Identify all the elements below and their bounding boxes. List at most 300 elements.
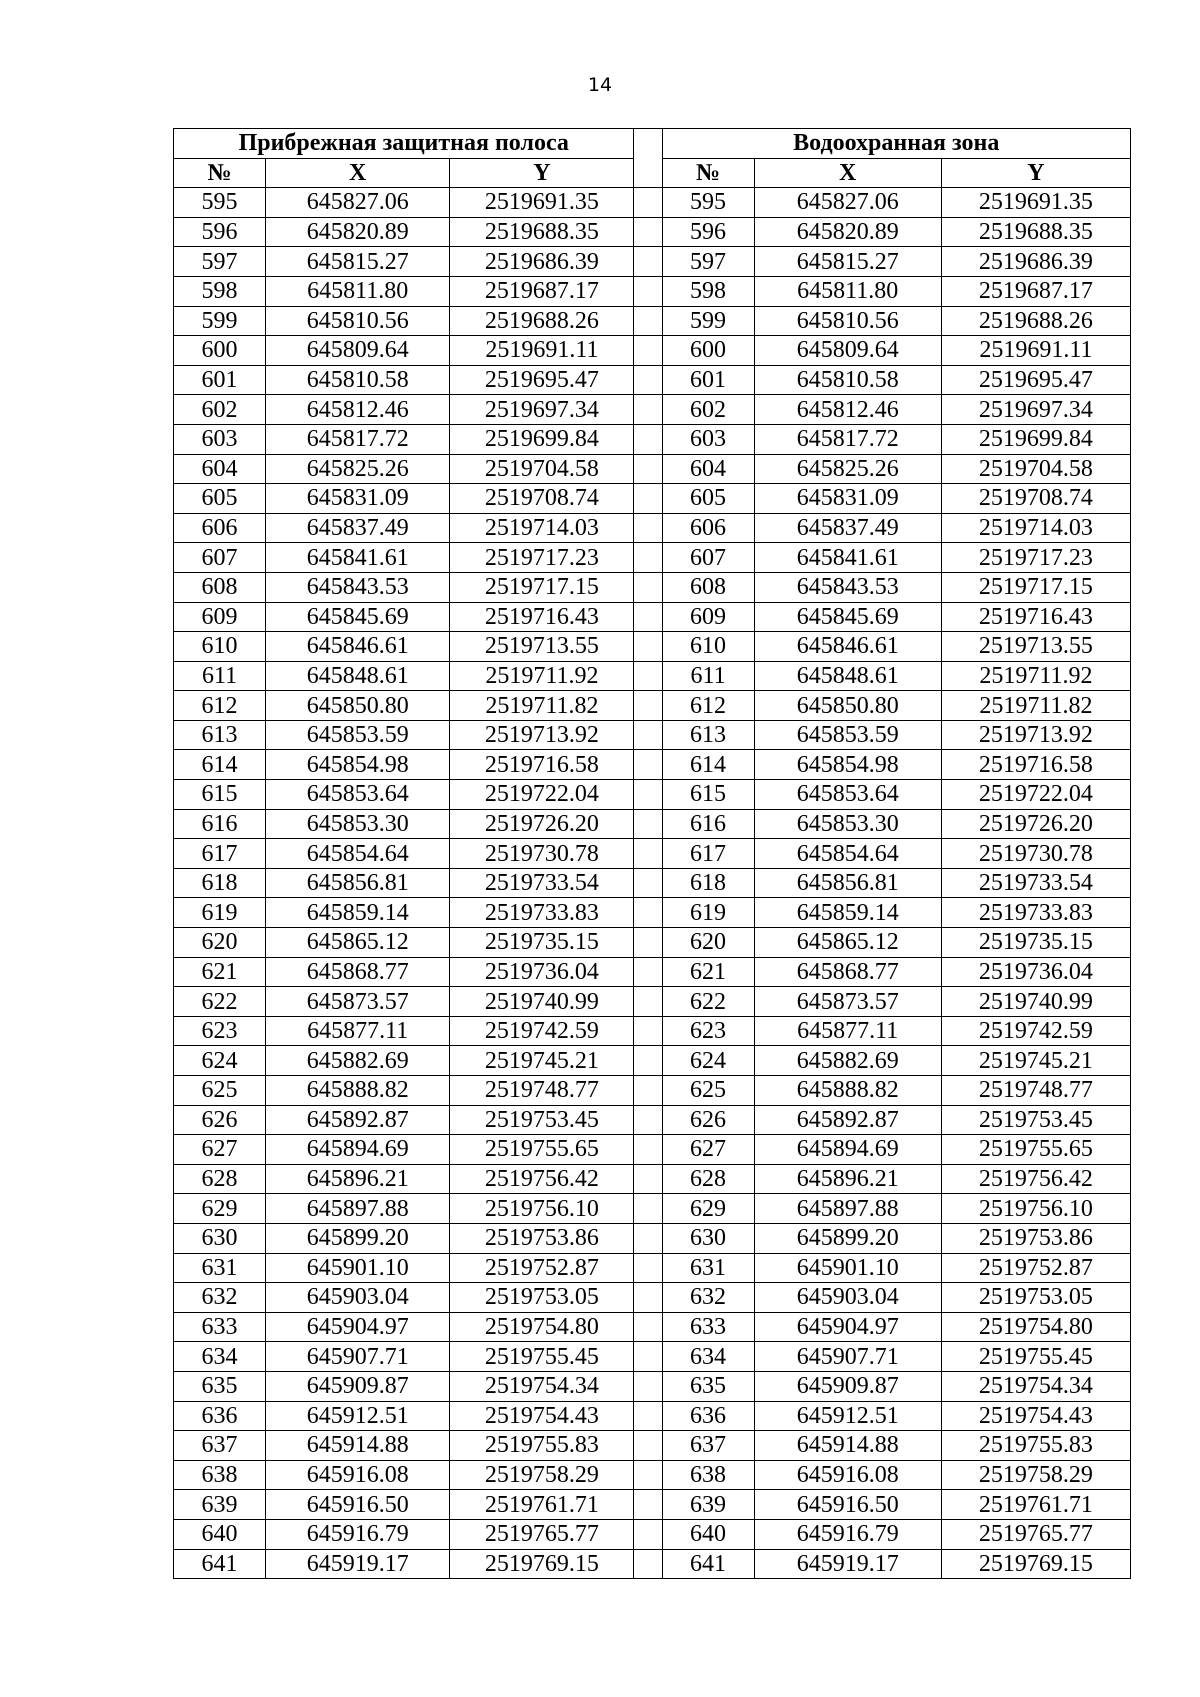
- table-row: [174, 691, 1131, 721]
- right-y-cell: 2519722.04: [941, 780, 1130, 810]
- left-x-cell: 645896.21: [266, 1164, 450, 1194]
- left-x-cell: 645904.97: [266, 1312, 450, 1342]
- column-gap-cell: [634, 750, 662, 780]
- right-number-cell: 615: [662, 780, 754, 810]
- left-number-cell: 611: [174, 661, 266, 691]
- left-number-cell: 601: [174, 365, 266, 395]
- column-gap-cell: [634, 484, 662, 514]
- column-gap-cell: [634, 1283, 662, 1313]
- left-y-cell: 2519733.54: [450, 868, 634, 898]
- column-gap: [634, 129, 662, 188]
- column-gap-cell: [634, 661, 662, 691]
- column-gap-cell: [634, 1253, 662, 1283]
- left-number-cell: 603: [174, 424, 266, 454]
- column-gap-cell: [634, 1194, 662, 1224]
- left-y-cell: 2519756.10: [450, 1194, 634, 1224]
- table-row: [174, 1312, 1131, 1342]
- right-number-cell: 641: [662, 1549, 754, 1579]
- table-row: [174, 188, 1131, 218]
- right-y-cell: 2519708.74: [941, 484, 1130, 514]
- right-number-cell: 605: [662, 484, 754, 514]
- right-x-cell: 645853.64: [754, 780, 941, 810]
- left-number-cell: 614: [174, 750, 266, 780]
- left-y-cell: 2519748.77: [450, 1076, 634, 1106]
- column-gap-cell: [634, 513, 662, 543]
- left-y-cell: 2519754.34: [450, 1371, 634, 1401]
- left-number-cell: 622: [174, 987, 266, 1017]
- left-number-header: №: [174, 158, 266, 188]
- right-x-cell: 645916.50: [754, 1490, 941, 1520]
- left-y-cell: 2519726.20: [450, 809, 634, 839]
- left-x-cell: 645845.69: [266, 602, 450, 632]
- table-row: [174, 661, 1131, 691]
- left-number-cell: 632: [174, 1283, 266, 1313]
- left-x-cell: 645868.77: [266, 957, 450, 987]
- column-gap-cell: [634, 957, 662, 987]
- table-row: [174, 217, 1131, 247]
- column-gap-cell: [634, 188, 662, 218]
- right-y-cell: 2519742.59: [941, 1016, 1130, 1046]
- column-gap-cell: [634, 1016, 662, 1046]
- right-x-cell: 645916.79: [754, 1519, 941, 1549]
- right-y-cell: 2519758.29: [941, 1460, 1130, 1490]
- right-number-cell: 609: [662, 602, 754, 632]
- column-gap-cell: [634, 1312, 662, 1342]
- table-row: [174, 1283, 1131, 1313]
- right-x-cell: 645865.12: [754, 928, 941, 958]
- left-number-cell: 634: [174, 1342, 266, 1372]
- right-number-cell: 601: [662, 365, 754, 395]
- right-number-cell: 639: [662, 1490, 754, 1520]
- right-y-cell: 2519688.26: [941, 306, 1130, 336]
- left-x-header: X: [266, 158, 450, 188]
- right-x-cell: 645899.20: [754, 1223, 941, 1253]
- column-gap-cell: [634, 809, 662, 839]
- right-y-cell: 2519735.15: [941, 928, 1130, 958]
- right-y-cell: 2519756.10: [941, 1194, 1130, 1224]
- right-y-cell: 2519745.21: [941, 1046, 1130, 1076]
- left-y-cell: 2519742.59: [450, 1016, 634, 1046]
- left-y-cell: 2519717.23: [450, 543, 634, 573]
- table-row: [174, 1371, 1131, 1401]
- left-number-cell: 612: [174, 691, 266, 721]
- left-number-cell: 625: [174, 1076, 266, 1106]
- column-gap-cell: [634, 602, 662, 632]
- right-x-cell: 645877.11: [754, 1016, 941, 1046]
- right-x-cell: 645882.69: [754, 1046, 941, 1076]
- left-x-cell: 645853.30: [266, 809, 450, 839]
- column-gap-cell: [634, 1431, 662, 1461]
- right-y-cell: 2519699.84: [941, 424, 1130, 454]
- left-x-cell: 645894.69: [266, 1135, 450, 1165]
- left-x-cell: 645809.64: [266, 336, 450, 366]
- table-row: [174, 1164, 1131, 1194]
- left-number-cell: 641: [174, 1549, 266, 1579]
- left-y-cell: 2519765.77: [450, 1519, 634, 1549]
- right-x-cell: 645812.46: [754, 395, 941, 425]
- left-number-cell: 607: [174, 543, 266, 573]
- coordinates-table: [173, 128, 1131, 1579]
- table-row: [174, 484, 1131, 514]
- left-y-cell: 2519753.45: [450, 1105, 634, 1135]
- left-y-cell: 2519716.43: [450, 602, 634, 632]
- column-gap-cell: [634, 1371, 662, 1401]
- left-number-cell: 595: [174, 188, 266, 218]
- table-row: [174, 809, 1131, 839]
- right-x-cell: 645919.17: [754, 1549, 941, 1579]
- right-y-cell: 2519755.83: [941, 1431, 1130, 1461]
- left-number-cell: 620: [174, 928, 266, 958]
- left-y-cell: 2519753.05: [450, 1283, 634, 1313]
- right-number-cell: 630: [662, 1223, 754, 1253]
- column-gap-cell: [634, 454, 662, 484]
- column-gap-cell: [634, 1046, 662, 1076]
- left-x-cell: 645916.50: [266, 1490, 450, 1520]
- left-x-cell: 645856.81: [266, 868, 450, 898]
- left-number-cell: 605: [174, 484, 266, 514]
- right-y-cell: 2519761.71: [941, 1490, 1130, 1520]
- column-gap-cell: [634, 720, 662, 750]
- table-row: [174, 1401, 1131, 1431]
- left-x-cell: 645916.08: [266, 1460, 450, 1490]
- right-y-cell: 2519752.87: [941, 1253, 1130, 1283]
- left-y-cell: 2519758.29: [450, 1460, 634, 1490]
- column-gap-cell: [634, 987, 662, 1017]
- column-gap-cell: [634, 276, 662, 306]
- right-y-cell: 2519755.45: [941, 1342, 1130, 1372]
- column-gap-cell: [634, 839, 662, 869]
- right-x-cell: 645825.26: [754, 454, 941, 484]
- left-x-cell: 645820.89: [266, 217, 450, 247]
- table-row: [174, 336, 1131, 366]
- right-y-cell: 2519726.20: [941, 809, 1130, 839]
- left-y-cell: 2519688.26: [450, 306, 634, 336]
- table-row: [174, 365, 1131, 395]
- right-number-cell: 628: [662, 1164, 754, 1194]
- table-row: [174, 720, 1131, 750]
- right-y-cell: 2519714.03: [941, 513, 1130, 543]
- right-number-cell: 634: [662, 1342, 754, 1372]
- left-y-cell: 2519756.42: [450, 1164, 634, 1194]
- table-row: [174, 1016, 1131, 1046]
- left-x-cell: 645916.79: [266, 1519, 450, 1549]
- column-gap-cell: [634, 1223, 662, 1253]
- right-x-cell: 645811.80: [754, 276, 941, 306]
- left-number-cell: 639: [174, 1490, 266, 1520]
- right-number-cell: 640: [662, 1519, 754, 1549]
- table-row: [174, 276, 1131, 306]
- right-y-cell: 2519754.34: [941, 1371, 1130, 1401]
- right-y-cell: 2519740.99: [941, 987, 1130, 1017]
- right-x-header: X: [754, 158, 941, 188]
- left-number-cell: 598: [174, 276, 266, 306]
- right-number-cell: 618: [662, 868, 754, 898]
- right-number-cell: 637: [662, 1431, 754, 1461]
- table-title-row: [174, 129, 1131, 159]
- right-y-cell: 2519687.17: [941, 276, 1130, 306]
- left-number-cell: 600: [174, 336, 266, 366]
- left-x-cell: 645892.87: [266, 1105, 450, 1135]
- left-x-cell: 645919.17: [266, 1549, 450, 1579]
- right-y-cell: 2519753.45: [941, 1105, 1130, 1135]
- right-y-cell: 2519688.35: [941, 217, 1130, 247]
- left-x-cell: 645854.98: [266, 750, 450, 780]
- left-y-cell: 2519699.84: [450, 424, 634, 454]
- left-number-cell: 602: [174, 395, 266, 425]
- right-x-cell: 645848.61: [754, 661, 941, 691]
- left-number-cell: 633: [174, 1312, 266, 1342]
- right-number-cell: 613: [662, 720, 754, 750]
- right-number-cell: 631: [662, 1253, 754, 1283]
- right-y-header: Y: [941, 158, 1130, 188]
- column-gap-cell: [634, 691, 662, 721]
- left-y-cell: 2519752.87: [450, 1253, 634, 1283]
- table-row: [174, 395, 1131, 425]
- table-row: [174, 1549, 1131, 1579]
- table-row: [174, 1105, 1131, 1135]
- left-y-cell: 2519691.11: [450, 336, 634, 366]
- right-x-cell: 645888.82: [754, 1076, 941, 1106]
- right-x-cell: 645846.61: [754, 632, 941, 662]
- right-number-cell: 611: [662, 661, 754, 691]
- column-gap-cell: [634, 1460, 662, 1490]
- left-number-cell: 619: [174, 898, 266, 928]
- left-x-cell: 645897.88: [266, 1194, 450, 1224]
- right-x-cell: 645853.59: [754, 720, 941, 750]
- left-y-cell: 2519755.65: [450, 1135, 634, 1165]
- column-gap-cell: [634, 543, 662, 573]
- column-gap-cell: [634, 780, 662, 810]
- left-number-cell: 617: [174, 839, 266, 869]
- left-x-cell: 645901.10: [266, 1253, 450, 1283]
- coastal-strip-title: Прибрежная защитная полоса: [174, 129, 634, 159]
- right-y-cell: 2519733.54: [941, 868, 1130, 898]
- column-gap-cell: [634, 1105, 662, 1135]
- left-number-cell: 616: [174, 809, 266, 839]
- right-x-cell: 645843.53: [754, 572, 941, 602]
- right-number-cell: 633: [662, 1312, 754, 1342]
- left-number-cell: 626: [174, 1105, 266, 1135]
- right-y-cell: 2519748.77: [941, 1076, 1130, 1106]
- left-y-cell: 2519755.83: [450, 1431, 634, 1461]
- left-x-cell: 645810.56: [266, 306, 450, 336]
- right-x-cell: 645856.81: [754, 868, 941, 898]
- right-x-cell: 645827.06: [754, 188, 941, 218]
- left-number-cell: 624: [174, 1046, 266, 1076]
- left-x-cell: 645903.04: [266, 1283, 450, 1313]
- left-y-cell: 2519740.99: [450, 987, 634, 1017]
- right-number-cell: 604: [662, 454, 754, 484]
- column-gap-cell: [634, 1135, 662, 1165]
- right-x-cell: 645873.57: [754, 987, 941, 1017]
- table-row: [174, 1076, 1131, 1106]
- right-x-cell: 645845.69: [754, 602, 941, 632]
- column-gap-cell: [634, 1342, 662, 1372]
- left-x-cell: 645841.61: [266, 543, 450, 573]
- left-x-cell: 645907.71: [266, 1342, 450, 1372]
- right-number-cell: 599: [662, 306, 754, 336]
- right-x-cell: 645914.88: [754, 1431, 941, 1461]
- column-gap-cell: [634, 1076, 662, 1106]
- right-y-cell: 2519733.83: [941, 898, 1130, 928]
- left-number-cell: 615: [174, 780, 266, 810]
- right-number-cell: 612: [662, 691, 754, 721]
- right-number-cell: 625: [662, 1076, 754, 1106]
- left-x-cell: 645882.69: [266, 1046, 450, 1076]
- left-y-cell: 2519713.92: [450, 720, 634, 750]
- table-row: [174, 898, 1131, 928]
- right-number-cell: 614: [662, 750, 754, 780]
- right-number-cell: 603: [662, 424, 754, 454]
- right-x-cell: 645868.77: [754, 957, 941, 987]
- left-x-cell: 645817.72: [266, 424, 450, 454]
- left-x-cell: 645909.87: [266, 1371, 450, 1401]
- right-x-cell: 645854.98: [754, 750, 941, 780]
- left-number-cell: 599: [174, 306, 266, 336]
- table-row: [174, 1253, 1131, 1283]
- right-x-cell: 645853.30: [754, 809, 941, 839]
- left-x-cell: 645888.82: [266, 1076, 450, 1106]
- right-x-cell: 645815.27: [754, 247, 941, 277]
- right-number-cell: 622: [662, 987, 754, 1017]
- left-x-cell: 645853.59: [266, 720, 450, 750]
- right-y-cell: 2519711.92: [941, 661, 1130, 691]
- left-x-cell: 645912.51: [266, 1401, 450, 1431]
- left-number-cell: 623: [174, 1016, 266, 1046]
- right-x-cell: 645859.14: [754, 898, 941, 928]
- left-x-cell: 645831.09: [266, 484, 450, 514]
- right-number-cell: 626: [662, 1105, 754, 1135]
- table-row: [174, 513, 1131, 543]
- table-row: [174, 572, 1131, 602]
- table-row: [174, 602, 1131, 632]
- right-x-cell: 645850.80: [754, 691, 941, 721]
- right-y-cell: 2519754.80: [941, 1312, 1130, 1342]
- column-gap-cell: [634, 632, 662, 662]
- table-row: [174, 1431, 1131, 1461]
- left-y-cell: 2519754.80: [450, 1312, 634, 1342]
- left-x-cell: 645846.61: [266, 632, 450, 662]
- left-y-cell: 2519713.55: [450, 632, 634, 662]
- coordinates-body: [174, 188, 1131, 1579]
- right-x-cell: 645831.09: [754, 484, 941, 514]
- right-number-cell: 617: [662, 839, 754, 869]
- column-gap-cell: [634, 217, 662, 247]
- right-number-cell: 624: [662, 1046, 754, 1076]
- right-number-cell: 632: [662, 1283, 754, 1313]
- left-y-cell: 2519716.58: [450, 750, 634, 780]
- table-row: [174, 424, 1131, 454]
- right-x-cell: 645809.64: [754, 336, 941, 366]
- table-row: [174, 1342, 1131, 1372]
- left-y-cell: 2519730.78: [450, 839, 634, 869]
- left-x-cell: 645825.26: [266, 454, 450, 484]
- left-y-cell: 2519733.83: [450, 898, 634, 928]
- left-y-cell: 2519691.35: [450, 188, 634, 218]
- right-number-cell: 600: [662, 336, 754, 366]
- right-number-cell: 596: [662, 217, 754, 247]
- table-row: [174, 306, 1131, 336]
- left-x-cell: 645899.20: [266, 1223, 450, 1253]
- right-y-cell: 2519717.15: [941, 572, 1130, 602]
- right-number-cell: 616: [662, 809, 754, 839]
- right-x-cell: 645896.21: [754, 1164, 941, 1194]
- right-y-cell: 2519713.55: [941, 632, 1130, 662]
- left-y-cell: 2519755.45: [450, 1342, 634, 1372]
- right-number-cell: 638: [662, 1460, 754, 1490]
- left-number-cell: 621: [174, 957, 266, 987]
- table-row: [174, 1046, 1131, 1076]
- table-row: [174, 454, 1131, 484]
- table-row: [174, 1223, 1131, 1253]
- right-y-cell: 2519716.43: [941, 602, 1130, 632]
- left-y-cell: 2519687.17: [450, 276, 634, 306]
- table-row: [174, 1460, 1131, 1490]
- right-number-cell: 608: [662, 572, 754, 602]
- column-gap-cell: [634, 1164, 662, 1194]
- left-number-cell: 610: [174, 632, 266, 662]
- left-x-cell: 645914.88: [266, 1431, 450, 1461]
- column-gap-cell: [634, 336, 662, 366]
- right-y-cell: 2519730.78: [941, 839, 1130, 869]
- right-y-cell: 2519704.58: [941, 454, 1130, 484]
- left-y-cell: 2519711.82: [450, 691, 634, 721]
- right-x-cell: 645810.56: [754, 306, 941, 336]
- left-number-cell: 627: [174, 1135, 266, 1165]
- column-gap-cell: [634, 306, 662, 336]
- right-number-cell: 610: [662, 632, 754, 662]
- column-gap-cell: [634, 1519, 662, 1549]
- left-number-cell: 596: [174, 217, 266, 247]
- right-y-cell: 2519686.39: [941, 247, 1130, 277]
- right-x-cell: 645912.51: [754, 1401, 941, 1431]
- right-y-cell: 2519691.35: [941, 188, 1130, 218]
- left-y-cell: 2519736.04: [450, 957, 634, 987]
- right-number-cell: 627: [662, 1135, 754, 1165]
- left-y-cell: 2519697.34: [450, 395, 634, 425]
- left-number-cell: 608: [174, 572, 266, 602]
- left-y-cell: 2519722.04: [450, 780, 634, 810]
- right-x-cell: 645894.69: [754, 1135, 941, 1165]
- left-y-cell: 2519704.58: [450, 454, 634, 484]
- left-y-cell: 2519745.21: [450, 1046, 634, 1076]
- water-protection-zone-title: Водоохранная зона: [662, 129, 1131, 159]
- table-row: [174, 543, 1131, 573]
- table-row: [174, 1135, 1131, 1165]
- right-x-cell: 645904.97: [754, 1312, 941, 1342]
- right-number-cell: 629: [662, 1194, 754, 1224]
- left-number-cell: 606: [174, 513, 266, 543]
- left-number-cell: 629: [174, 1194, 266, 1224]
- column-gap-cell: [634, 1401, 662, 1431]
- right-y-cell: 2519717.23: [941, 543, 1130, 573]
- left-x-cell: 645815.27: [266, 247, 450, 277]
- left-y-cell: 2519753.86: [450, 1223, 634, 1253]
- left-number-cell: 631: [174, 1253, 266, 1283]
- right-x-cell: 645907.71: [754, 1342, 941, 1372]
- right-y-cell: 2519695.47: [941, 365, 1130, 395]
- left-x-cell: 645848.61: [266, 661, 450, 691]
- left-x-cell: 645812.46: [266, 395, 450, 425]
- right-number-cell: 598: [662, 276, 754, 306]
- left-y-cell: 2519695.47: [450, 365, 634, 395]
- left-number-cell: 597: [174, 247, 266, 277]
- column-gap-cell: [634, 572, 662, 602]
- column-gap-cell: [634, 395, 662, 425]
- right-number-cell: 606: [662, 513, 754, 543]
- left-y-cell: 2519769.15: [450, 1549, 634, 1579]
- right-x-cell: 645820.89: [754, 217, 941, 247]
